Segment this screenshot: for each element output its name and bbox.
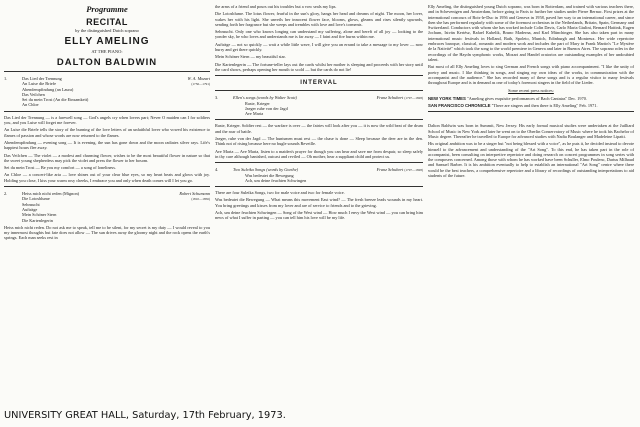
composer-years: (1810—1856) xyxy=(191,197,210,202)
press-notices-heading: Some recent press notices: xyxy=(508,88,554,94)
song-title: Sehnsucht xyxy=(22,201,40,207)
programme-column-right xyxy=(428,2,634,404)
song-note: Was bedeutet die Bewegung — What means this movement East wind? — The fresh breeze leads wounds in my heart. You bring greetings and kisses from my lover and are of service to friends and to the grieving. xyxy=(215,197,423,208)
song-note: Ave Maria — Ave Maria, listen to a maiden's prayer for though you can hear and save me from despair, so sleep safely in thy care although banished, outcast and reviled — Oh mother, hear a suppliant child and protect us. xyxy=(215,148,423,159)
review-source: SAN FRANCISCO CHRONICLE xyxy=(428,103,491,109)
press-review xyxy=(428,103,634,108)
composer-years: (1756—1791) xyxy=(191,82,210,87)
divider xyxy=(215,186,423,187)
song-note: An Luise die Briefe tells the story of the burning of the love letters of an unfaithful lover who vowed his existence to flames of passion and whose words are now returned to the flames. xyxy=(4,127,210,138)
song-title: Jaeger ruhe von der Jagd xyxy=(245,105,288,111)
song-note: Mein Schöner Stern — my beautiful star. xyxy=(215,54,286,60)
song-note: Aufträge — not so quickly — wait a while little wave, I will give you an errand to take a message to my lover — now hurry and get there quickly. xyxy=(215,41,423,53)
song-title: Sei du mein Trost (An die Einsamkeit) xyxy=(22,97,89,103)
singer-biography: But most of all Elly Ameling loves to sing German and French songs with piano accompaniment. "I like the unity of poetry and music. I like thinking in songs, and singing my own ideas of the works, in communication with the accompanist and the audience." She has recorded many of these songs and is a regular visitor to many festivals throughout Europe and is in demand as one of today's foremost singers in the field of the Lieder. xyxy=(428,64,634,86)
song-list xyxy=(22,76,144,108)
song-group-title: Two Suleika Songs (words by Goethe) xyxy=(233,167,299,173)
pianist-name: DALTON BALDWIN xyxy=(56,57,158,68)
item-number: 2. xyxy=(4,191,8,197)
recital-heading: RECITAL xyxy=(86,17,128,27)
song-title: Die Lotosblume xyxy=(22,196,50,202)
song-note: Das Lied der Trennung — is a farewell song — God's angels cry when lovers part; Never O maiden can I for soldiers you, and you Luise will forget me forever. xyxy=(4,114,210,126)
programme-item-4 xyxy=(215,167,423,183)
recital-subtitle: by the distinguished Dutch soprano xyxy=(75,28,139,33)
song-title: Ach, um deine feuchten Schwingen xyxy=(245,177,307,183)
item-number: 3. xyxy=(215,95,219,101)
programme-item-1 xyxy=(4,76,210,108)
venue-date-caption: UNIVERSITY GREAT HALL, Saturday, 17th February, 1973. xyxy=(4,410,286,421)
song-note: Die Lotosblume. The lotus flower, fearful in the sun's glory, hangs her head and dreams of night. The moon, her lover, wakes her with his light. She unveils her innocent flower face, blooms, glows, gleams and rises silently upwards, sending forth her fragrance but she weeps and trembles with love and love's torments. xyxy=(215,11,423,27)
song-title: An Luise die Briefe xyxy=(22,81,57,87)
song-note: Sei du mein Trost — Be you my comfort — a song of loneliness. xyxy=(4,165,116,171)
song-note: Raste, Krieger. Soldier rest — the warfare is over — the fairies will look after you — it is now the wild beat of the drum and the roar of battle. xyxy=(215,123,423,134)
song-title: Das Veilchen xyxy=(22,91,45,97)
song-list xyxy=(233,167,357,183)
interval-heading: INTERVAL xyxy=(300,80,338,87)
song-note: Die Kartenlegerin — The fortune-teller lays out the cards whilst her mother is sleeping and proceeds with her story until the card shows, perhaps opening her mouth to scold — but the cards do not lie! xyxy=(215,61,423,72)
singer-biography: Elly Ameling, the distinguished young Dutch soprano, was born in Rotterdam, and trained with various teachers there, and in Schevenigen and Amsterdam, before going to Paris to further her studies under Pierre Bernac. First prizes at the international concours of Bois-le-Duc in 1956 and Geneva in 1958, paved her way to an international career, and since then she has performed regularly with some of the foremost orchestras in the Netherlands, Britain, Spain, Germany and Switzerland. Conductors with whom she has worked include Colin Davis, Carlo Maria Giulini, Bernard Haitink, Eugen Jochum, István Kertész, Rafael Kubelik, Bruno Maderna, and Karl Münchinger. She has also taken part in many international music festivals in Holland, Bath, Spoleto, Munich, Edinburgh and Montreux. Her wide repertoire embraces baroque, classical, romantic and modern work and includes the part of Mary in Frank Martin's "Le Mystère de la Nativité" which took the song to the world premiere in Geneva and later in Buenos Aires. The soprano roles in the recordings of the Haydn symphonic works, Mozart and Handel oratorios are outstanding examples of her undoubted talent. xyxy=(428,4,634,62)
song-title: Die Kartenlegerin xyxy=(22,217,53,223)
composer-years: (1797—1828) xyxy=(404,96,423,101)
composer xyxy=(144,76,210,108)
pianist-biography: His original ambition was to be a singer but "not being blessed with a voice", as he puts it, he decided instead to devote himself to the advancement and understanding of the "Art Song". To this end, he has taken part in the role of accompanist, been consulting on interpretive repertoire and doing research on concert programmes in song series with the composers concerned. Among those with whom he has worked have been Schuller, Elmo Poulenc, Darius Milhaud and Samuel Barber. It is his ambition eventually to help to establish an international "Art Song" centre where there would be the best teachers, a comprehensive repertoire and a library of recordings of outstanding interpretations to aid students of the future. xyxy=(428,141,634,179)
song-note: the arms of a friend and pours out his troubles but a vow seals my lips. xyxy=(215,4,337,9)
song-group-title: Ellen's songs (words by Walter Scott) xyxy=(233,95,297,101)
composer xyxy=(144,191,210,223)
song-note: Das Veilchen — The violet — a modest and charming flower, wishes to be the most beautiful flower in nature so that the sweet young shepherdess may pick the violet and press the flower to her bosom. xyxy=(4,152,210,163)
song-note: Abendempfindung — evening song — It is evening, the sun has gone down and the moon radiates silver rays. Life's happiest hours flee away. xyxy=(4,139,210,151)
song-title: Abendempfindung (an Laura) xyxy=(22,86,74,92)
divider xyxy=(428,111,634,112)
song-note: An Chloe — a concert-like aria — love shines out of your clear blue eyes, so my heart beats and glows with joy. Holding you close, I kiss your warm rosy cheeks, I embrace you and only when death comes will I let you go. xyxy=(4,172,210,183)
review-source: NEW YORK TIMES xyxy=(428,95,466,101)
programme-item-2 xyxy=(4,191,210,223)
divider xyxy=(4,111,210,112)
composer-years: (1797—1828) xyxy=(404,168,423,173)
programme-item-3 xyxy=(215,95,423,116)
song-list xyxy=(233,95,357,116)
song-note: Sehnsucht. Only one who knows longing can understand my suffering, alone and bereft of all joy — looking to the yonder sky, he who loves and understands me is far away — I faint and fire burns within me. xyxy=(215,29,423,40)
song-note: Jaeger, ruhe von der Jagd — The huntsmen must rest — the chase is done — Sleep because the deer are in the den. Think not of rising because here no bugle sounds Reveille. xyxy=(215,136,423,147)
programme-heading: Programme xyxy=(86,4,128,14)
song-title: Ave Maria xyxy=(245,111,264,117)
item-number: 4. xyxy=(215,167,219,173)
programme-column-left xyxy=(4,2,210,404)
song-title: Das Lied der Trennung xyxy=(22,76,62,81)
divider xyxy=(215,90,423,91)
composer-name: Franz Schubert xyxy=(376,167,404,173)
composer xyxy=(357,95,423,116)
composer-name: Franz Schubert xyxy=(376,95,404,101)
programme-column-middle xyxy=(215,2,423,404)
review-quote: "Ameling gives exquisite performances of Bach Cantatas" Dec. 1970. xyxy=(466,95,587,101)
song-list xyxy=(22,191,144,223)
composer xyxy=(357,167,423,183)
divider xyxy=(215,119,423,120)
divider xyxy=(215,162,423,163)
song-title: An Chloe xyxy=(22,102,39,108)
song-title: Mein Schöner Stern xyxy=(22,212,57,218)
song-title: Aufträge xyxy=(22,206,38,212)
song-title: Heiss mich nicht reden (Mignon) xyxy=(22,191,80,197)
song-note: There are four Suleika Songs, two for male voice and two for female voice. xyxy=(215,190,345,196)
press-review xyxy=(428,96,634,101)
piano-label: AT THE PIANO: xyxy=(91,49,123,54)
review-quote: "There are singers and then there is Elly Ameling" Feb. 1971. xyxy=(491,103,598,109)
divider xyxy=(4,186,210,187)
divider xyxy=(4,71,210,72)
item-number: 1. xyxy=(4,76,8,81)
singer-name: ELLY AMELING xyxy=(64,36,150,47)
song-note: Ach, um deine feuchten Schwingen — Song of the West wind — How much I envy the West wind — you can bring him news of what I suffer in parting — you can tell him his love will be my life. xyxy=(215,210,423,221)
song-title: Raste, Krieger xyxy=(245,100,270,106)
composer-name: Robert Schumann xyxy=(179,191,210,197)
pianist-biography: Dalton Baldwin was born in Summit, New Jersey. His early formal musical studies were undertaken at the Juilliard School of Music in New York and later he went on to the Oberlin Conservatory of Music where he took his Bachelor of Music degree. Thereafter he travelled to Europe for advanced studies with Nadia Boulanger and Madeleine Lipatti. xyxy=(428,123,634,139)
divider xyxy=(215,75,423,76)
composer-name: W. A. Mozart xyxy=(187,76,210,81)
song-note: Heiss mich nicht reden. Do not ask me to speak, tell me to be silent, for my secret is my duty — I would reveal to you my innermost thoughts but fate does not allow — The sun drives away the gloomy night and the rock opens the earth's springs. Each man seeks rest in xyxy=(4,224,210,241)
song-title: Was bedeutet die Bewegung xyxy=(245,172,294,178)
